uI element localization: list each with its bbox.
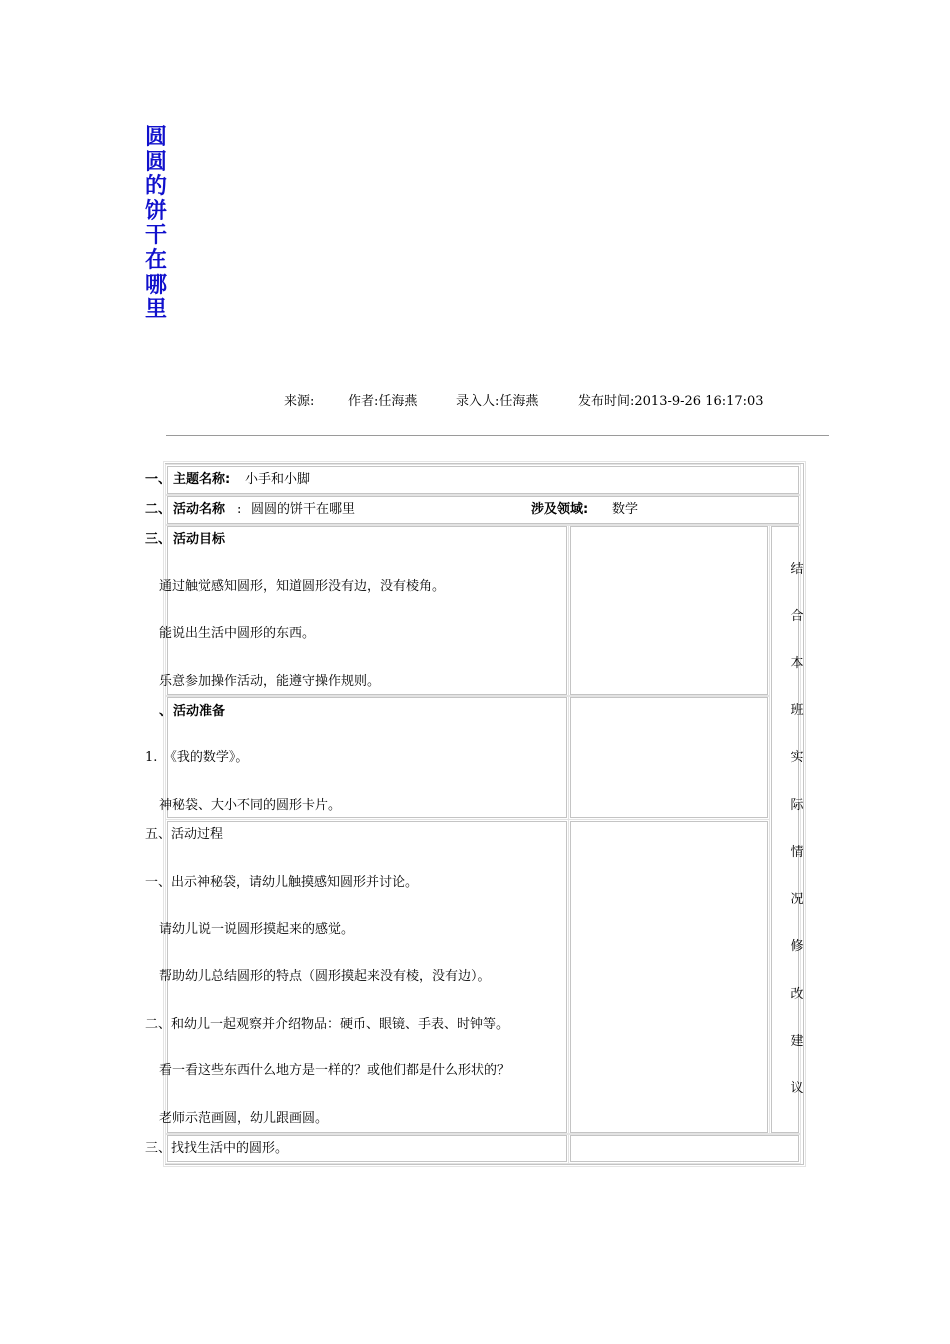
side-note-char: 实 — [790, 750, 804, 765]
prep-item: 神秘袋、大小不同的圆形卡片。 — [159, 798, 342, 813]
activity-label: 活动名称 — [173, 502, 226, 517]
meta-author: 作者:任海燕 — [348, 394, 418, 409]
goals-num: 三、 — [145, 532, 172, 547]
process-item: 请幼儿说一说圆形摸起来的感觉。 — [159, 922, 355, 937]
cell-last-right — [570, 1135, 799, 1162]
process-heading: 五、活动过程 — [145, 827, 224, 842]
side-note-char: 合 — [790, 609, 804, 624]
side-note-char: 情 — [790, 845, 804, 860]
goals-label: 活动目标 — [173, 532, 226, 547]
side-note-char: 况 — [790, 892, 804, 907]
process-item: 一、出示神秘袋，请幼儿触摸感知圆形并讨论。 — [145, 875, 419, 890]
theme-label: 主题名称: — [173, 472, 231, 487]
domain-label: 涉及领域: — [531, 502, 589, 517]
process-item: 老师示范画圆，幼儿跟画圆。 — [159, 1111, 329, 1126]
goal-item: 能说出生活中圆形的东西。 — [159, 626, 316, 641]
page-title: 圆圆的饼干在哪里 — [144, 125, 167, 323]
divider — [166, 435, 829, 436]
process-item: 帮助幼儿总结圆形的特点（圆形摸起来没有棱，没有边）。 — [159, 969, 491, 984]
side-note-char: 结 — [790, 562, 804, 577]
meta-published: 发布时间:2013-9-26 16:17:03 — [578, 394, 764, 409]
side-note-char: 班 — [790, 703, 804, 718]
side-note-char: 建 — [790, 1034, 804, 1049]
cell-prep-right — [570, 697, 768, 818]
activity-sep: : — [237, 502, 242, 517]
cell-goals-right — [570, 526, 768, 695]
prep-label: 活动准备 — [173, 704, 226, 719]
domain-value: 数学 — [612, 502, 639, 517]
prep-item: 1. 《我的数学》。 — [145, 750, 249, 765]
goal-item: 乐意参加操作活动，能遵守操作规则。 — [159, 674, 381, 689]
theme-num: 一、 — [145, 472, 172, 487]
meta-source: 来源: — [284, 394, 315, 409]
cell-goals — [167, 526, 567, 695]
last-row-text: 三、找找生活中的圆形。 — [145, 1141, 289, 1156]
goal-item: 通过触觉感知圆形，知道圆形没有边，没有棱角。 — [159, 579, 446, 594]
side-note-char: 议 — [790, 1081, 804, 1096]
process-item: 看一看这些东西什么地方是一样的？或他们都是什么形状的？ — [159, 1063, 511, 1078]
meta-recorder: 录入人:任海燕 — [456, 394, 539, 409]
prep-num: 、 — [159, 704, 173, 719]
side-note-char: 际 — [790, 798, 804, 813]
side-note-char: 本 — [790, 656, 804, 671]
cell-process-right — [570, 821, 768, 1133]
activity-value: 圆圆的饼干在哪里 — [251, 502, 356, 517]
activity-num: 二、 — [145, 502, 172, 517]
side-note-char: 改 — [790, 987, 804, 1002]
process-item: 二、和幼儿一起观察并介绍物品：硬币、眼镜、手表、时钟等。 — [145, 1017, 510, 1032]
theme-value: 小手和小脚 — [245, 472, 311, 487]
side-note-char: 修 — [790, 939, 804, 954]
